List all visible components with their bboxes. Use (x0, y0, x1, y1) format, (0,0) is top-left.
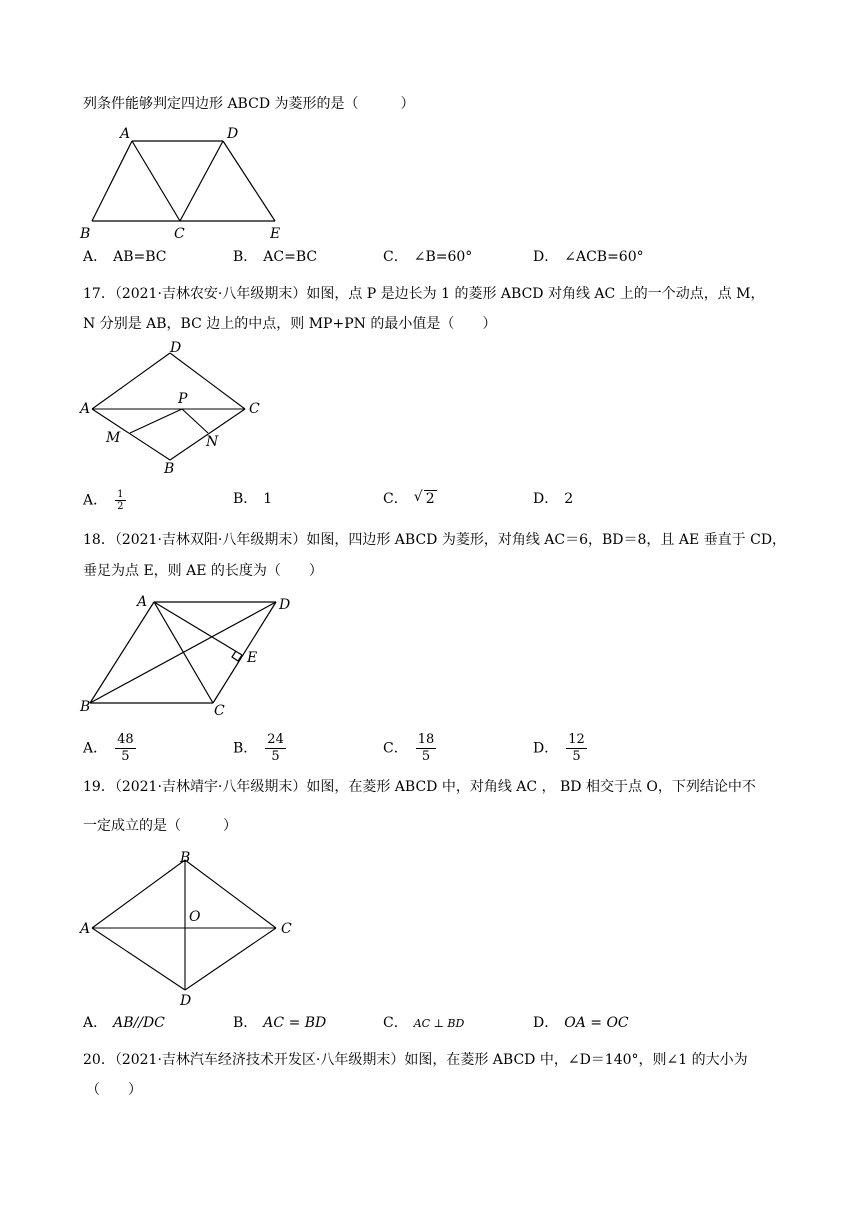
q19-stem-line1: 19．（2021·吉林靖宇·八年级期末）如图，在菱形 ABCD 中，对角线 AC ， BD 相交于点 O，下列结论中不 (83, 779, 756, 795)
q19-label-d: D (180, 993, 192, 1009)
q16-option-c[interactable]: C． ∠B=60° (383, 249, 473, 265)
q19-option-c[interactable]: C． AC ⊥ BD (383, 1015, 465, 1031)
q19-label-a: A (80, 921, 91, 937)
q17-label-p: P (178, 391, 188, 407)
q18-label-e: E (247, 650, 258, 666)
q20-stem-line1: 20．（2021·吉林汽车经济技术开发区·八年级期末）如图，在菱形 ABCD 中，∠D＝140°，则∠1 的大小为 (83, 1052, 748, 1068)
q19-figure (78, 848, 308, 1008)
q17-figure (80, 340, 280, 475)
q16-option-a[interactable]: A． AB=BC (83, 249, 167, 265)
q20-stem-line2: （ ） (86, 1082, 142, 1098)
q18-option-c[interactable]: C． $\frac{18}{5}$ (383, 732, 435, 764)
q16-stem-tail: 列条件能够判定四边形 ABCD 为菱形的是（ ） (83, 96, 415, 112)
q19-stem-line2: 一定成立的是（ ） (83, 818, 237, 834)
q18-figure (80, 590, 310, 720)
q19-label-b: B (180, 850, 191, 866)
q16-option-b[interactable]: B． AC=BC (233, 249, 318, 265)
q18-label-c: C (214, 703, 225, 719)
q17-label-c: C (249, 401, 260, 417)
q17-stem-line2: N 分别是 AB，BC 边上的中点，则 MP+PN 的最小值是（ ） (83, 316, 497, 332)
q17-option-a[interactable]: A． $\frac{1}{2}$ (83, 489, 124, 512)
q16-label-a: A (120, 126, 131, 142)
q17-stem-line1: 17．（2021·吉林农安·八年级期末）如图，点 P 是边长为 1 的菱形 ABCD 对角线 AC 上的一个动点，点 M， (83, 286, 765, 302)
q19-label-c: C (281, 921, 292, 937)
q18-stem-line2: 垂足为点 E，则 AE 的长度为（ ） (83, 563, 323, 579)
q19-label-o: O (189, 909, 201, 925)
q17-label-m: M (106, 430, 121, 446)
q18-stem-line1: 18．（2021·吉林双阳·八年级期末）如图，四边形 ABCD 为菱形，对角线 AC＝6，BD＝8，且 AE 垂直于 CD， (83, 532, 787, 548)
q17-option-b[interactable]: B． 1 (233, 491, 273, 507)
q18-option-a[interactable]: A． $\frac{48}{5}$ (83, 732, 134, 764)
q19-option-b[interactable]: B． AC = BD (233, 1015, 327, 1031)
q18-label-a: A (137, 594, 148, 610)
q16-label-e: E (270, 226, 281, 242)
q18-option-b[interactable]: B． $\frac{24}{5}$ (233, 732, 284, 764)
q17-label-a: A (80, 401, 91, 417)
q17-label-d: D (170, 340, 182, 356)
q18-label-d: D (279, 597, 291, 613)
q17-option-c[interactable]: C． √ 2 (383, 489, 435, 507)
q17-option-d[interactable]: D． 2 (533, 491, 574, 507)
q16-label-c: C (174, 226, 185, 242)
q17-label-n: N (206, 434, 219, 450)
q16-figure (80, 124, 380, 244)
q16-label-b: B (80, 226, 91, 242)
q16-option-d[interactable]: D． ∠ACB=60° (533, 249, 644, 265)
q17-label-b: B (164, 461, 175, 477)
q18-label-b: B (80, 699, 91, 715)
q18-option-d[interactable]: D． $\frac{12}{5}$ (533, 732, 585, 764)
q19-option-a[interactable]: A． AB//DC (83, 1015, 165, 1031)
q16-label-d: D (227, 126, 239, 142)
q19-option-d[interactable]: D． OA = OC (533, 1015, 629, 1031)
